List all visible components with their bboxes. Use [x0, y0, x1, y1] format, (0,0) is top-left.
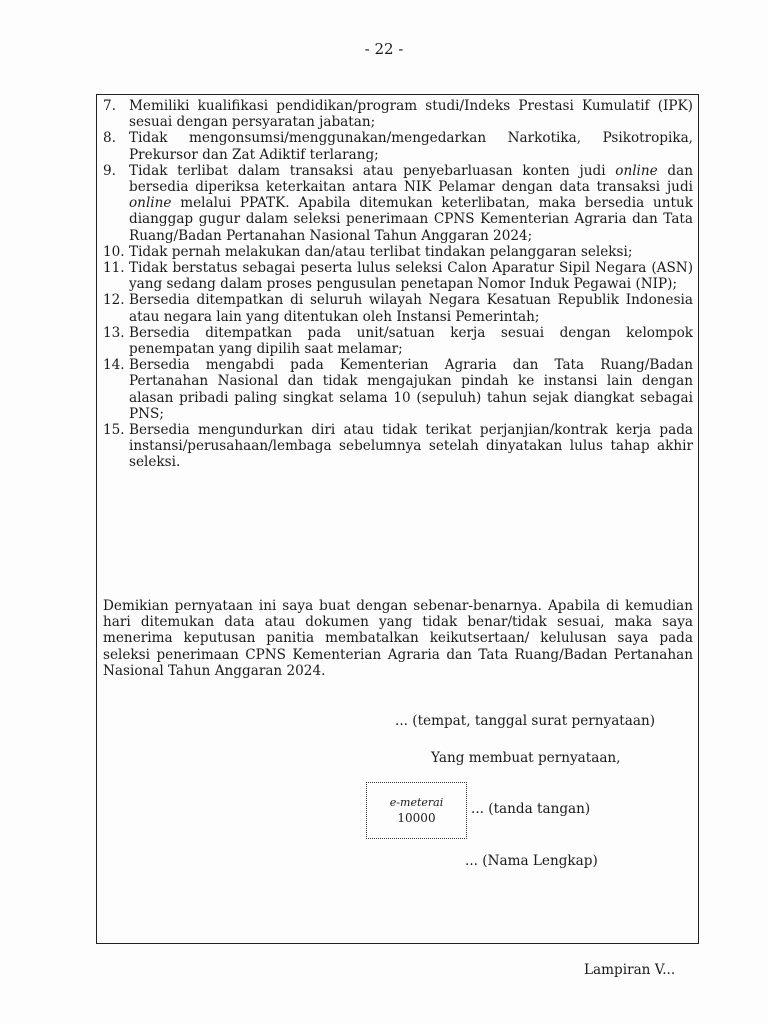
list-item — [103, 422, 693, 471]
list-item — [103, 292, 693, 324]
item-number: 10. — [103, 243, 125, 260]
item-number: 15. — [103, 422, 125, 439]
item-text: Tidak pernah melakukan dan/atau terlibat tindakan pelanggaran seleksi; — [129, 243, 633, 260]
item-text: Memiliki kualifikasi pendidikan/program studi/Indeks Prestasi Kumulatif (IPK) sesuai dengan persyaratan jabatan; — [129, 98, 693, 131]
item-number: 11. — [103, 260, 125, 277]
signature-name: ... (Nama Lengkap) — [465, 853, 598, 869]
item-text: Tidak mengonsumsi/menggunakan/mengedarkan Narkotika, Psikotropika, Prekursor dan Zat Adiktif terlarang; — [129, 130, 693, 163]
item-number: 7. — [103, 98, 116, 114]
meterai-value: 10000 — [397, 811, 436, 825]
list-item — [103, 260, 693, 292]
signature-sign: ... (tanda tangan) — [471, 801, 591, 817]
item-number: 9. — [103, 162, 116, 179]
item-number: 14. — [103, 357, 125, 374]
item-number: 12. — [103, 292, 125, 309]
list-item — [103, 163, 693, 244]
list-item — [103, 130, 693, 162]
footer-continuation: Lampiran V... — [584, 962, 676, 978]
item-text: Bersedia ditempatkan di seluruh wilayah Negara Kesatuan Republik Indonesia atau negara lain yang ditentukan oleh Instansi Pemerintah; — [129, 292, 693, 325]
closing-paragraph: Demikian pernyataan ini saya buat dengan sebenar-benarnya. Apabila di kemudian hari ditemukan data atau dokumen yang tidak benar/tidak sesuai, maka saya menerima keputusan panitia membatalkan keikutsertaan/ kelulusan saya pada seleksi penerimaan CPNS Kementerian Agraria dan Tata Ruang/Badan Pertanahan Nasional Tahun Anggaran 2024. — [103, 598, 693, 679]
item-text: Bersedia mengundurkan diri atau tidak terikat perjanjian/kontrak kerja pada instansi/perusahaan/lembaga sebelumnya setelah dinyatakan lulus tahap akhir seleksi. — [129, 422, 693, 471]
page-number: - 22 - — [364, 40, 404, 58]
list-item — [103, 98, 693, 130]
signature-maker: Yang membuat pernyataan, — [431, 750, 621, 766]
list-item — [103, 357, 693, 422]
item-text: Tidak berstatus sebagai peserta lulus seleksi Calon Aparatur Sipil Negara (ASN) yang sedang dalam proses pengusulan penetapan Nomor Induk Pegawai (NIP); — [129, 260, 693, 293]
statement-box — [96, 94, 699, 944]
meterai-label: e-meterai — [389, 796, 444, 809]
item-text: Bersedia mengabdi pada Kementerian Agraria dan Tata Ruang/Badan Pertanahan Nasional dan tidak mengajukan pindah ke instansi lain dengan alasan pribadi paling singkat selama 10 (sepuluh) tahun sejak diangkat sebagai PNS; — [129, 357, 693, 422]
item-number: 8. — [103, 130, 116, 147]
list-item — [103, 325, 693, 357]
item-number: 13. — [103, 324, 125, 341]
e-meterai-box — [366, 782, 467, 839]
item-text: Tidak terlibat dalam transaksi atau penyebarluasan konten judi online dan bersedia diperiksa keterkaitan antara NIK Pelamar dengan data transaksi judi online melalui PPATK. Apabila ditemukan keterlibatan, maka bersedia untuk dianggap gugur dalam seleksi penerimaan CPNS Kementerian Agraria dan Tata Ruang/Badan Pertanahan Nasional Tahun Anggaran 2024; — [129, 162, 693, 244]
item-text: Bersedia ditempatkan pada unit/satuan kerja sesuai dengan kelompok penempatan yang dipilih saat melamar; — [129, 324, 693, 358]
requirements-list — [103, 98, 693, 471]
signature-place-date: ... (tempat, tanggal surat pernyataan) — [395, 713, 656, 729]
list-item — [103, 244, 693, 260]
